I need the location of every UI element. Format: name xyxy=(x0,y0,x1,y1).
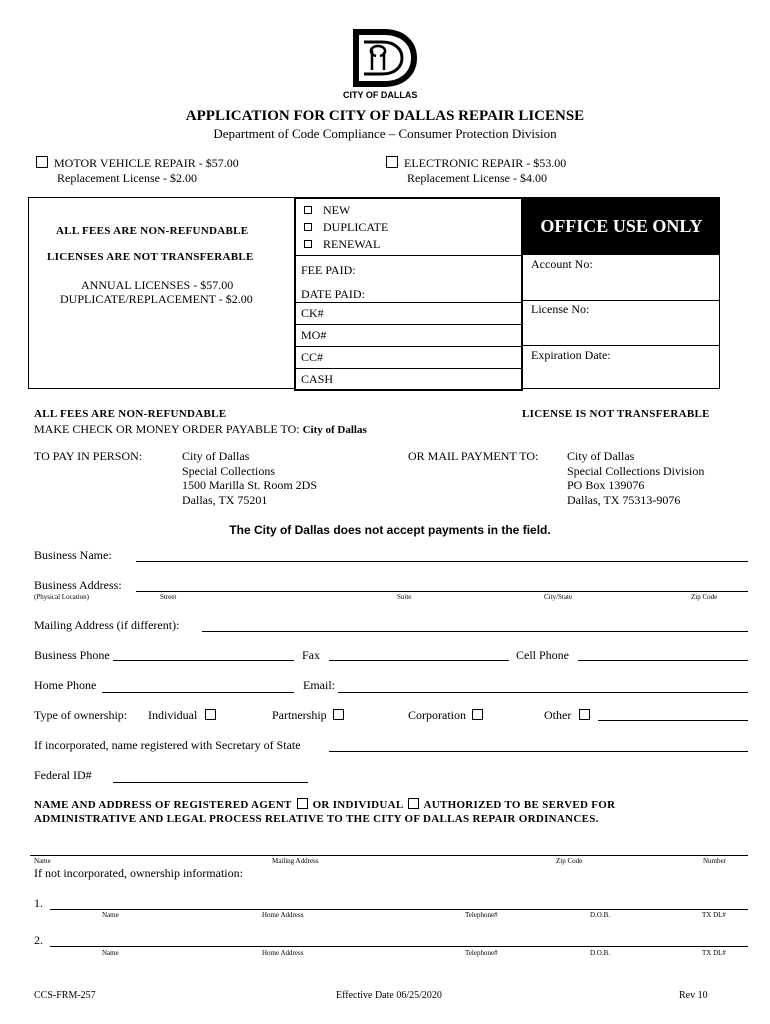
divider xyxy=(294,368,523,369)
electronic-replacement: Replacement License - $4.00 xyxy=(407,171,547,185)
address-line: Dallas, TX 75201 xyxy=(182,492,268,507)
owner-2-field[interactable] xyxy=(50,946,748,947)
payment-non-refundable: ALL FEES ARE NON-REFUNDABLE xyxy=(34,408,227,420)
agent-heading-part2: OR INDIVIDUAL xyxy=(312,799,403,811)
street-caption: Street xyxy=(160,593,177,601)
status-duplicate[interactable] xyxy=(304,220,388,235)
divider xyxy=(294,255,523,256)
in-person-address xyxy=(182,449,317,507)
zip-code-caption: Zip Code xyxy=(691,593,718,601)
make-check-label: MAKE CHECK OR MONEY ORDER PAYABLE TO: xyxy=(34,422,300,436)
ownership-type-label: Type of ownership: xyxy=(34,708,128,722)
business-name-label: Business Name: xyxy=(34,548,112,562)
page-subtitle: Department of Code Compliance – Consumer Protection Division xyxy=(213,126,557,141)
office-use-title: OFFICE USE ONLY xyxy=(540,216,703,236)
physical-location-caption: (Physical Location) xyxy=(34,593,90,601)
city-state-caption: City/State xyxy=(544,593,572,601)
individual-label: Individual xyxy=(148,708,198,722)
owner-2-name-caption: Name xyxy=(102,949,119,957)
divider xyxy=(294,346,523,347)
effective-date: Effective Date 06/25/2020 xyxy=(336,990,442,1001)
electronic-option[interactable] xyxy=(386,156,566,171)
field-notice: The City of Dallas does not accept payments in the field. xyxy=(229,523,551,537)
ownership-partnership[interactable] xyxy=(272,708,344,723)
individual-agent-checkbox[interactable] xyxy=(408,798,419,809)
mail-address xyxy=(567,449,704,507)
fax-field[interactable] xyxy=(329,660,509,661)
owner-1-address-caption: Home Address xyxy=(262,911,304,919)
ownership-other[interactable] xyxy=(544,708,590,723)
owner-2-telephone-caption: Telephone# xyxy=(465,949,498,957)
email-label: Email: xyxy=(303,678,335,692)
owners-heading: If not incorporated, ownership information: xyxy=(34,866,243,880)
fees-non-refundable: ALL FEES ARE NON-REFUNDABLE xyxy=(56,225,249,237)
ownership-corporation[interactable] xyxy=(408,708,483,723)
owner-1-field[interactable] xyxy=(50,909,748,910)
federal-id-label: Federal ID# xyxy=(34,768,92,782)
account-no-label: Account No: xyxy=(531,257,593,271)
status-new[interactable] xyxy=(304,203,350,218)
divider xyxy=(294,324,523,325)
license-no-label: License No: xyxy=(531,302,590,316)
owner-2-dl-caption: TX DL# xyxy=(702,949,726,957)
ownership-individual[interactable] xyxy=(148,708,216,723)
owner-1-name-caption: Name xyxy=(102,911,119,919)
home-phone-field[interactable] xyxy=(102,692,294,693)
status-renewal[interactable] xyxy=(304,237,380,252)
federal-id-field[interactable] xyxy=(113,782,308,783)
other-checkbox[interactable] xyxy=(579,709,590,720)
agent-heading-line2: ADMINISTRATIVE AND LEGAL PROCESS RELATIVE TO THE CITY OF DALLAS REPAIR ORDINANCES. xyxy=(34,813,599,825)
renewal-label: RENEWAL xyxy=(323,237,381,251)
cell-phone-field[interactable] xyxy=(578,660,748,661)
address-line: Dallas, TX 75313-9076 xyxy=(567,492,681,507)
cash-label: CASH xyxy=(301,372,334,386)
city-logo xyxy=(352,28,418,88)
revision: Rev 10 xyxy=(679,990,708,1001)
duplicate-checkbox[interactable] xyxy=(304,223,312,231)
motor-vehicle-replacement: Replacement License - $2.00 xyxy=(57,171,197,185)
address-line: City of Dallas xyxy=(182,449,250,463)
incorporated-name-field[interactable] xyxy=(329,751,748,752)
owner-2-dob-caption: D.O.B. xyxy=(590,949,611,957)
address-line: 1500 Marilla St. Room 2DS xyxy=(182,478,318,492)
address-line: Special Collections xyxy=(182,463,275,478)
form-id: CCS-FRM-257 xyxy=(34,990,96,1001)
page-title: APPLICATION FOR CITY OF DALLAS REPAIR LICENSE xyxy=(185,108,585,124)
owner-2-number: 2. xyxy=(34,933,43,947)
agent-heading-part3: AUTHORIZED TO BE SERVED FOR xyxy=(423,799,616,811)
corporation-label: Corporation xyxy=(408,708,466,722)
business-phone-label: Business Phone xyxy=(34,648,110,662)
fax-label: Fax xyxy=(302,648,320,662)
owner-1-dl-caption: TX DL# xyxy=(702,911,726,919)
owner-1-dob-caption: D.O.B. xyxy=(590,911,611,919)
incorporated-name-label: If incorporated, name registered with Secretary of State xyxy=(34,738,301,752)
motor-vehicle-checkbox[interactable] xyxy=(36,156,48,168)
fees-not-transferable: LICENSES ARE NOT TRANSFERABLE xyxy=(47,251,254,263)
motor-vehicle-label: MOTOR VEHICLE REPAIR - $57.00 xyxy=(54,156,239,170)
divider xyxy=(523,345,720,346)
business-phone-field[interactable] xyxy=(113,660,294,661)
renewal-checkbox[interactable] xyxy=(304,240,312,248)
mailing-address-field[interactable] xyxy=(202,631,748,632)
mailing-address-label: Mailing Address (if different): xyxy=(34,618,180,632)
email-field[interactable] xyxy=(338,692,748,693)
new-label: NEW xyxy=(323,203,351,217)
logo-text: CITY OF DALLAS xyxy=(343,90,418,100)
ck-label: CK# xyxy=(301,306,324,320)
in-person-label: TO PAY IN PERSON: xyxy=(34,449,143,463)
partnership-checkbox[interactable] xyxy=(333,709,344,720)
fees-annual: ANNUAL LICENSES - $57.00 xyxy=(81,278,234,292)
cell-phone-label: Cell Phone xyxy=(516,648,569,662)
owner-2-address-caption: Home Address xyxy=(262,949,304,957)
agent-name-caption: Name xyxy=(34,857,51,865)
duplicate-label: DUPLICATE xyxy=(323,220,389,234)
electronic-checkbox[interactable] xyxy=(386,156,398,168)
cc-label: CC# xyxy=(301,350,324,364)
agent-field[interactable] xyxy=(30,855,748,856)
business-address-label: Business Address: xyxy=(34,578,122,592)
agent-heading-part1: NAME AND ADDRESS OF REGISTERED AGENT xyxy=(34,799,292,811)
date-paid-label: DATE PAID: xyxy=(301,287,365,301)
payment-not-transferable: LICENSE IS NOT TRANSFERABLE xyxy=(522,408,710,420)
payee: City of Dallas xyxy=(302,424,367,436)
address-line: City of Dallas xyxy=(567,449,635,463)
mail-label: OR MAIL PAYMENT TO: xyxy=(408,449,539,463)
make-check xyxy=(34,422,367,437)
divider xyxy=(523,300,720,301)
partnership-label: Partnership xyxy=(272,708,327,722)
electronic-label: ELECTRONIC REPAIR - $53.00 xyxy=(404,156,567,170)
corporation-checkbox[interactable] xyxy=(472,709,483,720)
suite-caption: Suite xyxy=(397,593,412,601)
registered-agent-checkbox[interactable] xyxy=(297,798,308,809)
new-checkbox[interactable] xyxy=(304,206,312,214)
divider xyxy=(294,302,523,303)
owner-1-telephone-caption: Telephone# xyxy=(465,911,498,919)
individual-checkbox[interactable] xyxy=(205,709,216,720)
business-name-field[interactable] xyxy=(136,561,748,562)
agent-heading xyxy=(34,798,615,811)
agent-mailing-caption: Mailing Address xyxy=(272,857,319,865)
address-line: PO Box 139076 xyxy=(567,478,645,492)
owner-1-number: 1. xyxy=(34,896,43,910)
address-line: Special Collections Division xyxy=(567,463,705,478)
other-ownership-field[interactable] xyxy=(598,720,748,721)
fee-paid-label: FEE PAID: xyxy=(301,263,356,277)
motor-vehicle-option[interactable] xyxy=(36,156,239,171)
fees-duplicate: DUPLICATE/REPLACEMENT - $2.00 xyxy=(60,292,253,306)
other-label: Other xyxy=(544,708,572,722)
mo-label: MO# xyxy=(301,328,327,342)
expiration-label: Expiration Date: xyxy=(531,348,611,362)
business-address-field[interactable] xyxy=(136,591,748,592)
home-phone-label: Home Phone xyxy=(34,678,97,692)
agent-zip-caption: Zip Code xyxy=(556,857,583,865)
agent-number-caption: Number xyxy=(703,857,726,865)
